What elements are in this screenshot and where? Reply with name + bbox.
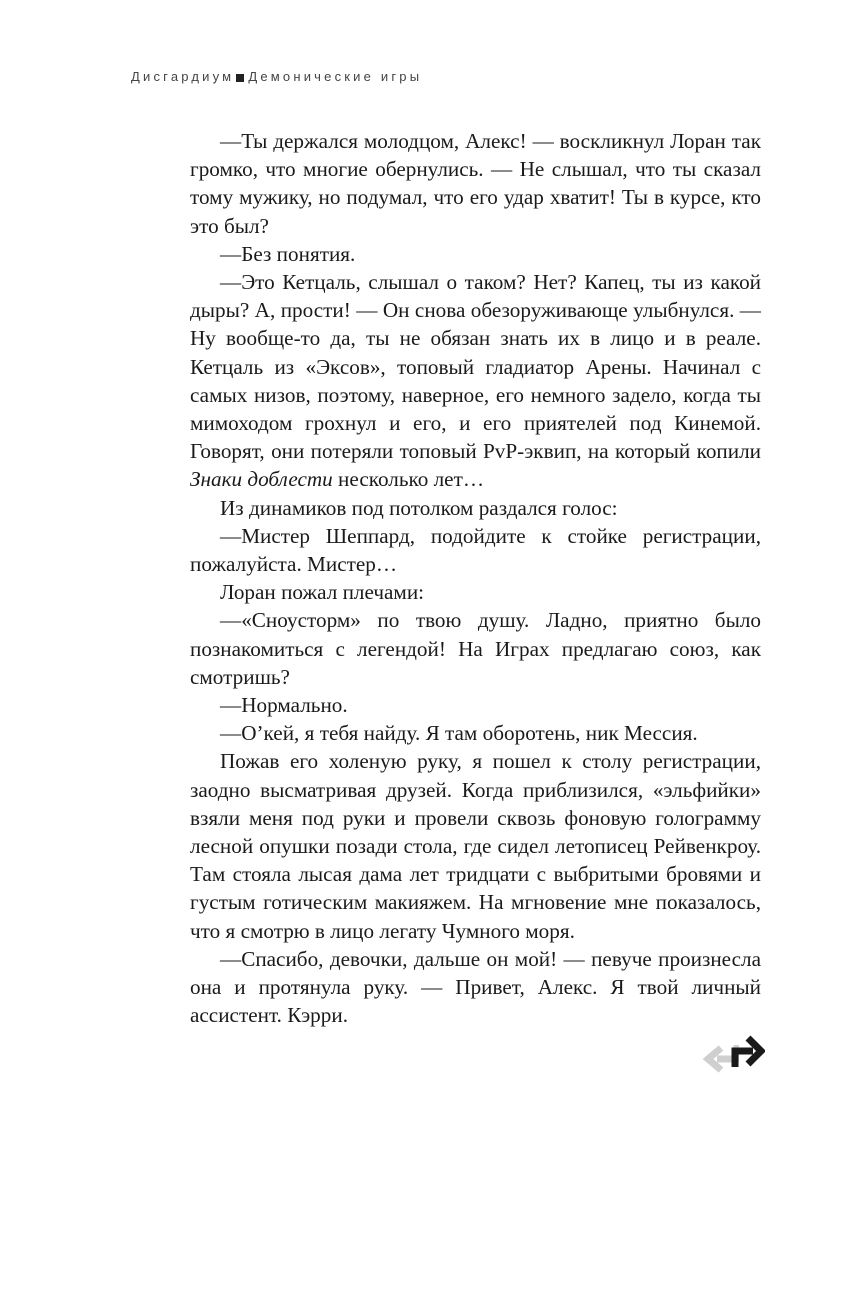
arrow-forward-icon[interactable] — [729, 1033, 765, 1067]
paragraph: —Мистер Шеппард, подойдите к стойке регистрации, пожалуйста. Мистер… — [190, 523, 761, 577]
paragraph: —Ты держался молодцом, Алекс! — воскликнул Лоран так громко, что многие обернулись. — Не слышал, что ты сказал тому мужику, но подумал, что его удар хватит! Ты в курсе, кто это был? — [190, 129, 761, 238]
paragraph-text-end: несколько лет… — [332, 467, 485, 492]
paragraph: Лоран пожал плечами: — [220, 580, 425, 605]
page-navigation — [703, 1033, 765, 1077]
page-body — [190, 127, 761, 1030]
separator-square-icon — [236, 74, 244, 82]
paragraph: Из динамиков под потолком раздался голос: — [220, 495, 618, 520]
paragraph-text: —Это Кетцаль, слышал о таком? Нет? Капец, ты из какой дыры? А, прости! — Он снова обезоруживающе улыбнулся. — Ну вообще-то да, ты не обязан знать их в лицо и в реале. Кетцаль из «Эксов», топовый гладиатор Арены. Начинал с самых низов, поэтому, наверное, его немного задело, когда ты мимоходом грохнул и его, и его приятелей под Кинемой. Говорят, они потеряли топовый PvP-эквип, на который копили — [190, 270, 761, 464]
running-header — [131, 69, 422, 84]
book-title: Дисгардиум — [131, 69, 235, 84]
paragraph: —«Сноусторм» по твою душу. Ладно, приятно было познакомиться с легендой! На Играх предлагаю союз, как смотришь? — [190, 608, 761, 689]
paragraph: —Спасибо, девочки, дальше он мой! — певуче произнесла она и протянула руку. — Привет, Алекс. Я твой личный ассистент. Кэрри. — [190, 946, 761, 1028]
paragraph: Пожав его холеную руку, я пошел к столу регистрации, заодно высматривая друзей. Когда приблизился, «эльфийки» взяли меня под руки и провели сквозь фоновую голограмму лесной опушки позади стола, где сидел летописец Рейвенкроу. Там стояла лысая дама лет тридцати с выбритыми бровями и густым готическим макияжем. На мгновение мне показалось, что я смотрю в лицо легату Чумного моря. — [190, 749, 761, 943]
italic-phrase: Знаки доблести — [190, 467, 333, 492]
paragraph: —Нормально. — [220, 693, 348, 718]
chapter-title: Демонические игры — [248, 69, 423, 84]
paragraph: —О’кей, я тебя найду. Я там оборотень, ник Мессия. — [220, 721, 698, 746]
paragraph: —Без понятия. — [220, 241, 356, 266]
paragraph — [190, 268, 761, 494]
